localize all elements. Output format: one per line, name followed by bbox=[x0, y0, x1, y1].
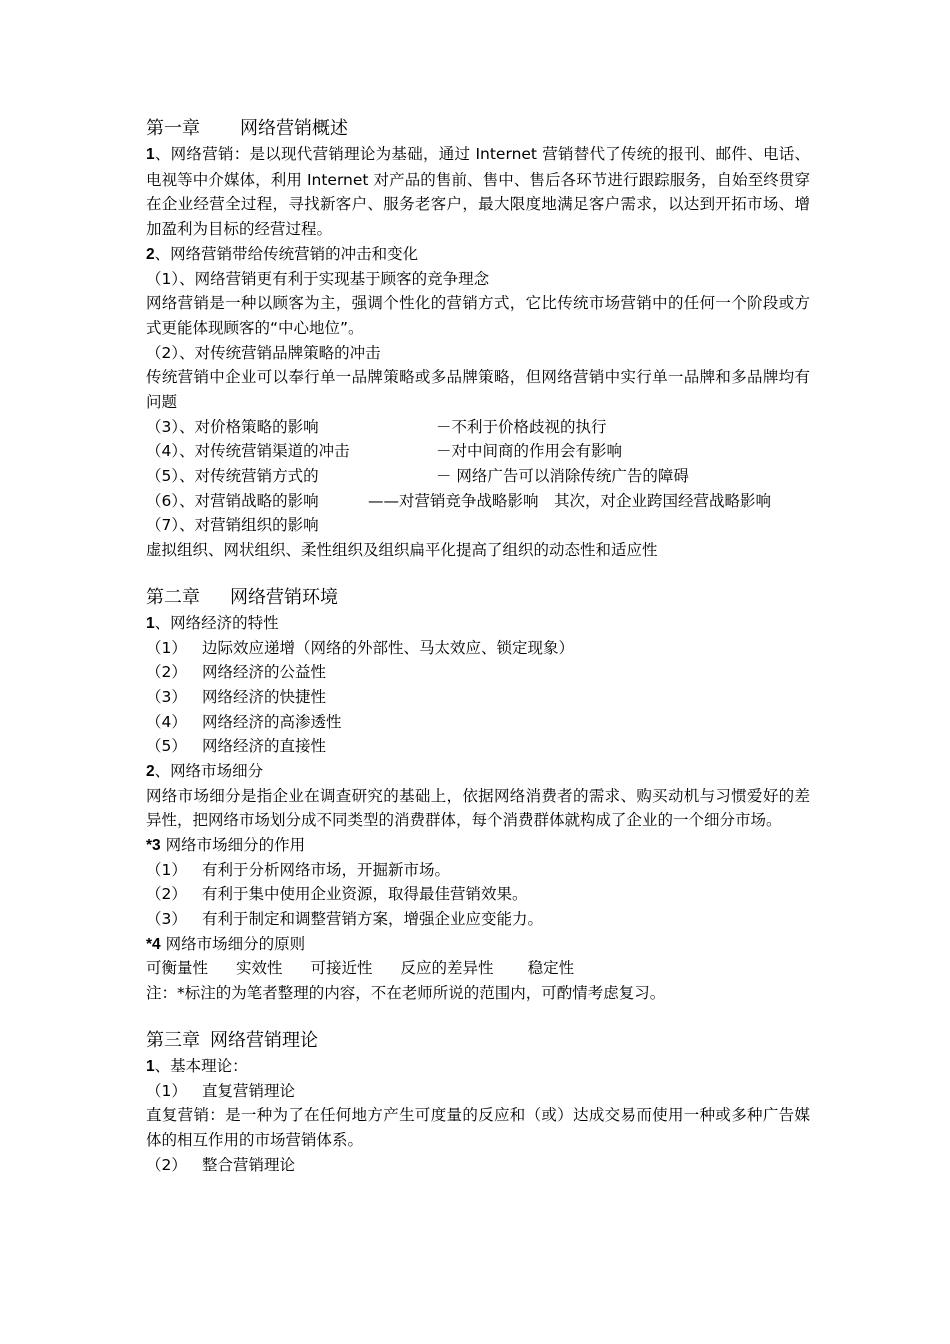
ch2-feature-1: （1） 边际效应递增（网络的外部性、马太效应、锁定现象） bbox=[146, 638, 575, 657]
ch3-theory-1-desc: 直复营销：是一种为了在任何地方产生可度量的反应和（或）达成交易而使用一种或多种广告媒体的相互作用的市场营销体系。 bbox=[146, 1106, 810, 1149]
ch1-item-2-desc: 传统营销中企业可以奉行单一品牌策略或多品牌策略，但网络营销中实行单一品牌和多品牌均有问题 bbox=[146, 368, 810, 411]
ch1-item-6: （6）、对营销战略的影响 ——对营销竞争战略影响 其次，对企业跨国经营战略影响 bbox=[146, 491, 772, 510]
ch1-item-5: （5）、对传统营销方式的 － 网络广告可以消除传统广告的障碍 bbox=[146, 467, 689, 486]
ch2-note: 注：*标注的为笔者整理的内容，不在老师所说的范围内，可酌情考虑复习。 bbox=[146, 984, 666, 1003]
ch1-item-1-desc: 网络营销是一种以顾客为主，强调个性化的营销方式，它比传统市场营销中的任何一个阶段或方式更能体现顾客的“中心地位”。 bbox=[146, 294, 810, 337]
ch1-item-3: （3）、对价格策略的影响 －不利于价格歧视的执行 bbox=[146, 417, 607, 436]
ch2-paragraph-4: *4 网络市场细分的原则 bbox=[146, 934, 306, 953]
ch2-criteria: 可衡量性 实效性 可接近性 反应的差异性 稳定性 bbox=[146, 959, 575, 978]
ch1-paragraph-1: 1、网络营销：是以现代营销理论为基础，通过 Internet 营销替代了传统的报刊、邮件、电话、电视等中介媒体，利用 Internet 对产品的售前、售中、售后各环节进行跟踪服务，自始至终贯穿在企业经营全过程，寻找新客户、服务老客户，最大限度地满足客户需求，以达到开拓市场、增加盈利为目标的经营过程。 bbox=[146, 145, 810, 239]
chapter-3-heading: 第三章 网络营销理论 bbox=[146, 1029, 318, 1051]
ch2-paragraph-2: 2、网络市场细分 bbox=[146, 761, 264, 780]
ch2-feature-5: （5） 网络经济的直接性 bbox=[146, 737, 327, 756]
ch1-item-7-desc: 虚拟组织、网状组织、柔性组织及组织扁平化提高了组织的动态性和适应性 bbox=[146, 541, 658, 560]
ch2-paragraph-2-desc: 网络市场细分是指企业在调查研究的基础上，依据网络消费者的需求、购买动机与习惯爱好的差异性，把网络市场划分成不同类型的消费群体，每个消费群体就构成了企业的一个细分市场。 bbox=[146, 786, 810, 830]
ch2-paragraph-3: *3 网络市场细分的作用 bbox=[146, 836, 306, 855]
ch1-item-1: （1）、网络营销更有利于实现基于顾客的竞争理念 bbox=[146, 269, 490, 288]
chapter-1-heading: 第一章 网络营销概述 bbox=[146, 118, 348, 139]
chapter-2-heading: 第二章 网络营销环境 bbox=[146, 586, 338, 608]
ch1-item-2: （2）、对传统营销品牌策略的冲击 bbox=[146, 343, 381, 362]
ch2-effect-1: （1） 有利于分析网络市场，开掘新市场。 bbox=[146, 860, 451, 879]
ch1-paragraph-2: 2、网络营销带给传统营销的冲击和变化 bbox=[146, 244, 419, 263]
ch1-item-7: （7）、对营销组织的影响 bbox=[146, 516, 319, 535]
ch2-feature-3: （3） 网络经济的快捷性 bbox=[146, 687, 327, 706]
ch2-effect-2: （2） 有利于集中使用企业资源，取得最佳营销效果。 bbox=[146, 885, 528, 904]
document-page bbox=[146, 112, 810, 1177]
ch3-theory-2: （2） 整合营销理论 bbox=[146, 1155, 296, 1174]
ch3-paragraph-1: 1、基本理论： bbox=[146, 1056, 248, 1075]
ch2-feature-4: （4） 网络经济的高渗透性 bbox=[146, 712, 342, 731]
ch3-theory-1: （1） 直复营销理论 bbox=[146, 1081, 296, 1100]
ch2-paragraph-1: 1、网络经济的特性 bbox=[146, 613, 279, 632]
ch2-effect-3: （3） 有利于制定和调整营销方案，增强企业应变能力。 bbox=[146, 910, 544, 929]
ch1-item-4: （4）、对传统营销渠道的冲击 －对中间商的作用会有影响 bbox=[146, 442, 623, 461]
ch2-feature-2: （2） 网络经济的公益性 bbox=[146, 663, 327, 682]
